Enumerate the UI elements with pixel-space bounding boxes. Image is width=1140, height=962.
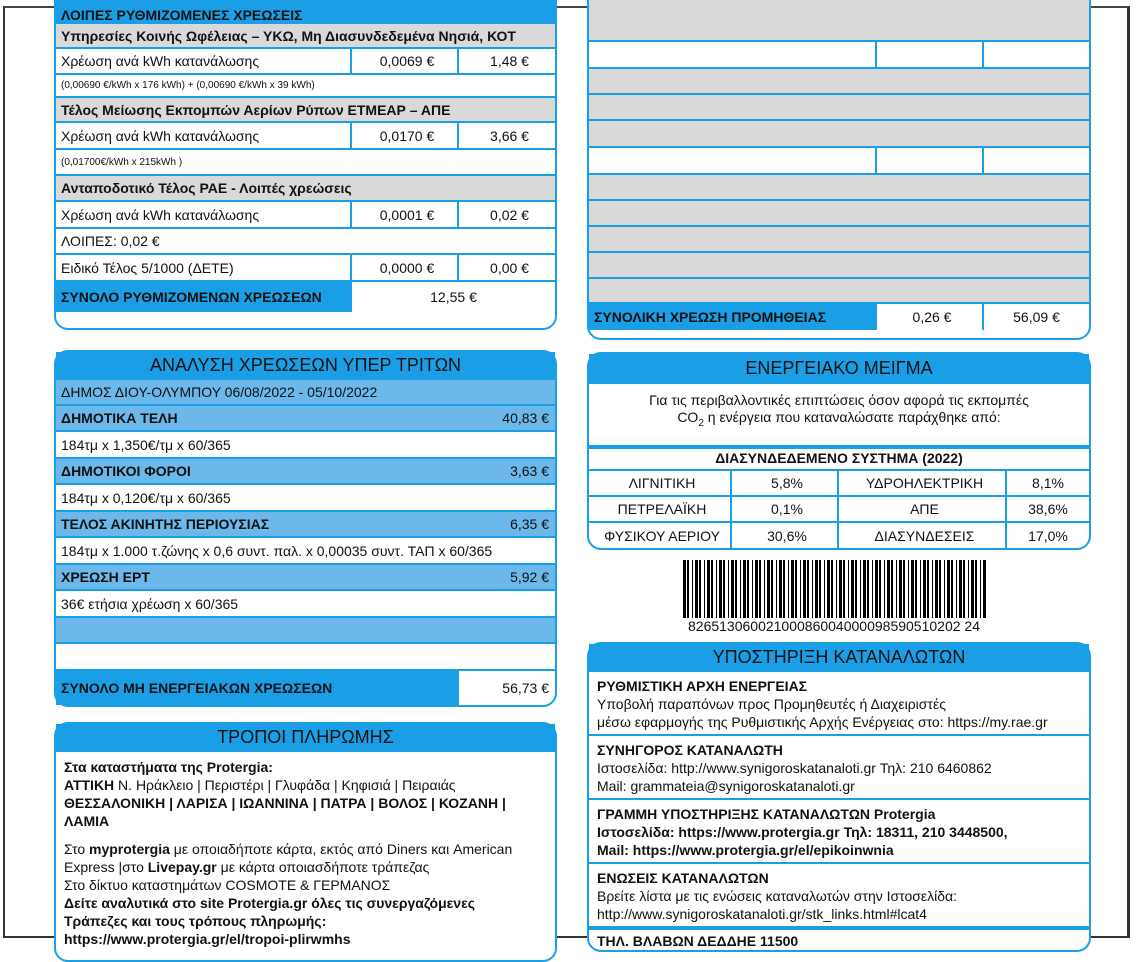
- municipality-text: ΔΗΜΟΣ ΔΙΟΥ-ΟΛΥΜΠΟΥ 06/08/2022 - 05/10/2022: [61, 384, 378, 400]
- barcode-bar: [860, 560, 861, 618]
- energy-mix-title: ΕΝΕΡΓΕΙΑΚΟ ΜΕΙΓΜΑ: [745, 357, 933, 378]
- system-title: ΔΙΑΣΥΝΔΕΔΕΜΕΝΟ ΣΥΣΤΗΜΑ (2022): [715, 449, 963, 466]
- barcode-bar: [812, 560, 813, 618]
- support-line-1: Ιστοσελίδα: http://www.synigoroskatanaloti.gr Τηλ: 210 6460862: [597, 760, 992, 776]
- support-line-1: Ιστοσελίδα: https://www.protergia.gr Τηλ: 18311, 210 3448500,: [597, 824, 1008, 840]
- barcode-bar: [848, 560, 849, 618]
- support-header: [589, 644, 1089, 672]
- empty-row-white: [56, 644, 555, 671]
- barcode-bar: [752, 560, 753, 618]
- supply-grey-top: [589, 0, 1089, 42]
- barcode-bar: [683, 560, 686, 618]
- ykw-rate: 0,0069 €: [352, 49, 459, 73]
- barcode-bar: [728, 560, 729, 618]
- third-item-header: [56, 565, 555, 591]
- support-block: [589, 736, 1089, 800]
- ykw-amount: 1,48 €: [490, 53, 529, 69]
- mix-source-value: 30,6%: [732, 523, 839, 549]
- barcode-bar: [884, 560, 885, 618]
- support-heading: ΣΥΝΗΓΟΡΟΣ ΚΑΤΑΝΑΛΩΤΗ: [597, 742, 783, 758]
- support-heading: ΕΝΩΣΕΙΣ ΚΑΤΑΝΑΛΩΤΩΝ: [597, 870, 769, 886]
- mix-source-value: 8,1%: [1032, 475, 1064, 491]
- barcode-bar: [692, 560, 693, 618]
- etmear-header: [56, 98, 555, 123]
- barcode-bar: [704, 560, 705, 618]
- barcode-bar: [803, 560, 806, 618]
- dete-label: Ειδικό Τέλος 5/1000 (ΔΕΤΕ): [56, 255, 352, 280]
- support-heading: ΡΥΘΜΙΣΤΙΚΗ ΑΡΧΗ ΕΝΕΡΓΕΙΑΣ: [597, 678, 808, 694]
- barcode-bar: [915, 560, 917, 618]
- supply-grey-row: [589, 69, 1089, 95]
- etmear-calc-row: [56, 150, 555, 176]
- third-total-row: [56, 671, 555, 705]
- ykw-label: Χρέωση ανά kWh κατανάλωσης: [56, 49, 352, 73]
- barcode-bar: [843, 560, 845, 618]
- barcode-bar: [903, 560, 905, 618]
- barcode-bar: [875, 560, 878, 618]
- barcode-bar: [980, 560, 981, 618]
- section-title: ΛΟΙΠΕΣ ΡΥΘΜΙΖΟΜΕΝΕΣ ΧΡΕΩΣΕΙΣ: [61, 7, 303, 23]
- third-total-label: ΣΥΝΟΛΟ ΜΗ ΕΝΕΡΓΕΙΑΚΩΝ ΧΡΕΩΣΕΩΝ: [56, 671, 459, 705]
- barcode-bar: [872, 560, 873, 618]
- third-party-title: ΑΝΑΛΥΣΗ ΧΡΕΩΣΕΩΝ ΥΠΕΡ ΤΡΙΤΩΝ: [149, 354, 462, 375]
- support-box: [587, 642, 1091, 952]
- barcode-bar: [695, 560, 698, 618]
- empty-row-blue: [56, 618, 555, 644]
- barcode-bar: [896, 560, 897, 618]
- barcode-bar: [975, 560, 977, 618]
- barcode-bar: [908, 560, 909, 618]
- intro-line-1: Για τις περιβαλλοντικές επιπτώσεις όσον αφορά τις εκπομπές: [649, 392, 1029, 408]
- payment-title: ΤΡΟΠΟΙ ΠΛΗΡΩΜΗΣ: [217, 726, 394, 747]
- rae-header: [56, 176, 555, 202]
- loipes-row: [56, 229, 555, 255]
- supply-total-rate: 0,26 €: [877, 304, 984, 330]
- barcode-bar: [759, 560, 761, 618]
- barcode-bar: [923, 560, 926, 618]
- support-block: [589, 864, 1089, 928]
- support-line-2: μέσω εφαρμογής της Ρυθμιστικής Αρχής Ενέργειας στο: https://my.rae.gr: [597, 714, 1048, 730]
- support-block: [589, 672, 1089, 736]
- regulated-total-value: 12,55 €: [430, 289, 477, 305]
- barcode-bar: [711, 560, 713, 618]
- intro-line-2: $CO_2$ η ενέργεια που καταναλώσατε παράχθηκε από:: [677, 409, 1001, 429]
- third-total-value: 56,73 €: [502, 680, 549, 696]
- mix-row: [589, 497, 1089, 523]
- support-title: ΥΠΟΣΤΗΡΙΞΗ ΚΑΤΑΝΑΛΩΤΩΝ: [712, 646, 966, 667]
- barcode-bar: [887, 560, 890, 618]
- rae-amount: 0,02 €: [490, 206, 529, 223]
- supply-total-row: [589, 304, 1089, 330]
- barcode-bar: [963, 560, 965, 618]
- energy-mix-header: [589, 354, 1089, 384]
- third-item-label: ΔΗΜΟΤΙΚΟΙ ΦΟΡΟΙ: [61, 463, 191, 479]
- loipes-text: ΛΟΙΠΕΣ: 0,02 €: [61, 233, 160, 249]
- barcode-bar: [755, 560, 758, 618]
- barcode-bar: [959, 560, 962, 618]
- barcode-bar: [707, 560, 710, 618]
- payment-line-2: Express |στο Livepay.gr με κάρτα οποιασδήποτε τράπεζας: [64, 859, 430, 875]
- dete-rate: 0,0000 €: [352, 255, 459, 280]
- etmear-title: Τέλος Μείωσης Εκπομπών Αερίων Ρύπων ΕΤΜΕΑΡ – ΑΠΕ: [61, 101, 451, 118]
- barcode-bar: [788, 560, 789, 618]
- ykw-header: [56, 24, 555, 49]
- barcode-bar: [932, 560, 933, 618]
- barcode-bar: [944, 560, 945, 618]
- mix-source-label: ΥΔΡΟΗΛΕΚΤΡΙΚΗ: [839, 471, 1007, 495]
- bill-page: [9, 7, 1131, 949]
- mix-source-value: 5,8%: [732, 471, 839, 495]
- payment-line-1: Στο myprotergia με οποιαδήποτε κάρτα, εκτός από Diners και American: [64, 841, 513, 857]
- mix-source-value: 38,6%: [1028, 501, 1068, 517]
- support-block: [589, 800, 1089, 864]
- mix-row: [589, 471, 1089, 497]
- support-line-2: Mail: grammateia@synigoroskatanaloti.gr: [597, 778, 855, 794]
- third-item-value: 3,63 €: [510, 463, 549, 479]
- stores-heading: Στα καταστήματα της Protergia:: [64, 759, 273, 775]
- barcode-bar: [731, 560, 734, 618]
- barcode-bar: [723, 560, 725, 618]
- energy-mix-intro: [589, 392, 1089, 432]
- barcode-bar: [920, 560, 921, 618]
- barcode-bar: [983, 560, 986, 618]
- barcode-bar: [819, 560, 821, 618]
- energy-mix-box: [587, 352, 1091, 550]
- barcode-bar: [743, 560, 746, 618]
- barcode-bar: [791, 560, 794, 618]
- third-item-value: 40,83 €: [502, 410, 549, 426]
- payment-box: [54, 722, 557, 962]
- payment-line-4: Δείτε αναλυτικά στο site Protergia.gr όλες τις συνεργαζόμενες: [64, 895, 476, 911]
- third-item-calc: 184τμ x 1,350€/τμ x 60/365: [61, 436, 231, 453]
- barcode-bar: [867, 560, 869, 618]
- barcode-bar: [783, 560, 785, 618]
- support-line-2: http://www.synigoroskatanaloti.gr/stk_links.html#lcat4: [597, 906, 927, 922]
- barcode-bar: [687, 560, 689, 618]
- barcode-bar: [855, 560, 857, 618]
- third-item-calc-row: [56, 432, 555, 459]
- mix-source-label: ΠΕΤΡΕΛΑΪΚΗ: [589, 497, 732, 521]
- barcode-bar: [719, 560, 722, 618]
- barcode-bar: [800, 560, 801, 618]
- document-frame: [3, 6, 1130, 949]
- barcode-bar: [951, 560, 953, 618]
- barcode-bar: [851, 560, 854, 618]
- supply-row-1: [589, 42, 1089, 69]
- barcode-bar: [968, 560, 969, 618]
- ykw-row: [56, 49, 555, 75]
- barcode-bar: [771, 560, 773, 618]
- mix-source-label: ΛΙΓΝΙΤΙΚΗ: [589, 471, 732, 495]
- barcode-bar: [971, 560, 974, 618]
- third-item-value: 5,92 €: [510, 569, 549, 585]
- mix-source-value: 17,0%: [1028, 528, 1068, 544]
- third-item-header: [56, 459, 555, 485]
- barcode-bar: [776, 560, 777, 618]
- mix-source-value: 0,1%: [732, 497, 839, 521]
- third-item-label: ΤΕΛΟΣ ΑΚΙΝΗΤΗΣ ΠΕΡΙΟΥΣΙΑΣ: [61, 516, 270, 532]
- rae-rate: 0,0001 €: [352, 202, 459, 227]
- etmear-amount: 3,66 €: [490, 127, 529, 144]
- ykw-calc-row: [56, 75, 555, 98]
- support-line-1: Υποβολή παραπόνων προς Προμηθευτές ή Διαχειριστές: [597, 696, 946, 712]
- rae-row: [56, 202, 555, 229]
- regulated-total-row: [56, 282, 555, 312]
- ykw-title: Υπηρεσίες Κοινής Ωφέλειας – ΥΚΩ, Μη Διασυνδεδεμένα Νησιά, ΚΟΤ: [61, 27, 516, 44]
- barcode-bar: [831, 560, 833, 618]
- third-item-calc-row: [56, 591, 555, 618]
- barcode-bar: [735, 560, 737, 618]
- support-heading: ΓΡΑΜΜΗ ΥΠΟΣΤΗΡΙΞΗΣ ΚΑΤΑΝΑΛΩΤΩΝ Protergia: [597, 806, 936, 822]
- third-party-header: [56, 352, 555, 380]
- barcode-bar: [956, 560, 957, 618]
- barcode-bar: [911, 560, 914, 618]
- barcode-bar: [935, 560, 938, 618]
- third-item-header: [56, 512, 555, 538]
- barcode-number: 82651306002100086004000098590510202 24: [688, 618, 980, 634]
- third-item-calc: 36€ ετήσια χρέωση x 60/365: [61, 595, 239, 612]
- etmear-label: Χρέωση ανά kWh κατανάλωσης: [56, 123, 352, 148]
- supply-total-label: ΣΥΝΟΛΙΚΗ ΧΡΕΩΣΗ ΠΡΟΜΗΘΕΙΑΣ: [589, 304, 877, 330]
- barcode: [681, 560, 989, 618]
- payment-header: [56, 724, 555, 752]
- mix-source-label: ΔΙΑΣΥΝΔΕΣΕΙΣ: [839, 523, 1007, 549]
- barcode-bar: [815, 560, 818, 618]
- system-title-row: [589, 446, 1089, 471]
- barcode-bar: [824, 560, 825, 618]
- third-item-header: [56, 406, 555, 432]
- barcode-bar: [740, 560, 741, 618]
- barcode-bar: [716, 560, 717, 618]
- etmear-rate: 0,0170 €: [352, 123, 459, 148]
- barcode-bar: [863, 560, 866, 618]
- mix-row: [589, 523, 1089, 549]
- supply-charges-box: [587, 0, 1091, 340]
- third-item-calc: 184τμ x 0,120€/τμ x 60/365: [61, 489, 231, 506]
- barcode-bar: [827, 560, 830, 618]
- barcode-bar: [879, 560, 881, 618]
- mix-source-label: ΦΥΣΙΚΟΥ ΑΕΡΙΟΥ: [589, 523, 732, 549]
- third-item-calc: 184τμ x 1.000 τ.ζώνης x 0,6 συντ. παλ. x 0,00035 συντ. ΤΑΠ x 60/365: [61, 542, 493, 559]
- supply-total-amount: 56,09 €: [1013, 309, 1060, 325]
- barcode-bar: [807, 560, 809, 618]
- third-item-label: ΔΗΜΟΤΙΚΑ ΤΕΛΗ: [61, 410, 178, 426]
- barcode-bar: [939, 560, 941, 618]
- payment-line-5: Τράπεζες και τους τρόπους πληρωμής:: [64, 913, 327, 929]
- barcode-bar: [764, 560, 765, 618]
- barcode-bar: [795, 560, 797, 618]
- etmear-calc: (0,01700€/kWh x 215kWh ): [61, 156, 183, 168]
- barcode-bar: [927, 560, 929, 618]
- barcode-bars: [681, 560, 989, 618]
- barcode-bar: [947, 560, 950, 618]
- third-item-label: ΧΡΕΩΣΗ ΕΡΤ: [61, 569, 150, 585]
- barcode-bar: [779, 560, 782, 618]
- etmear-row: [56, 123, 555, 150]
- support-line-2: Mail: https://www.protergia.gr/el/epikoinwnia: [597, 842, 894, 858]
- dete-amount: 0,00 €: [490, 259, 529, 276]
- municipality-row: [56, 380, 555, 406]
- mix-source-label: ΑΠΕ: [839, 497, 1007, 521]
- barcode-bar: [839, 560, 842, 618]
- fault-line-text: ΤΗΛ. ΒΛΑΒΩΝ ΔΕΔΔΗΕ 11500: [597, 933, 799, 949]
- third-item-calc-row: [56, 538, 555, 565]
- attiki-line: ΑΤΤΙΚΗ Ν. Ηράκλειο | Περιστέρι | Γλυφάδα | Κηφισιά | Πειραιάς: [64, 777, 456, 793]
- third-item-calc-row: [56, 485, 555, 512]
- support-line-1: Βρείτε λίστα με τις ενώσεις καταναλωτών στην Ιστοσελίδα:: [597, 888, 958, 904]
- barcode-bar: [767, 560, 770, 618]
- payment-line-3: Στο δίκτυο καταστημάτων COSMOTE & ΓΕΡΜΑΝΟΣ: [64, 877, 391, 893]
- payment-link[interactable]: https://www.protergia.gr/el/tropoi-plirwmhs: [64, 931, 351, 947]
- cities-line-2: ΛΑΜΙΑ: [64, 813, 110, 829]
- dete-row: [56, 255, 555, 282]
- supply-row-2: [589, 148, 1089, 175]
- barcode-bar: [899, 560, 902, 618]
- ykw-calc: (0,00690 €/kWh x 176 kWh) + (0,00690 €/kWh x 39 kWh): [61, 80, 315, 91]
- barcode-bar: [699, 560, 701, 618]
- third-party-box: [54, 350, 557, 707]
- barcode-bar: [836, 560, 837, 618]
- barcode-bar: [891, 560, 893, 618]
- rae-label: Χρέωση ανά kWh κατανάλωσης: [56, 202, 352, 227]
- third-item-value: 6,35 €: [510, 516, 549, 532]
- rae-title: Ανταποδοτικό Τέλος ΡΑΕ - Λοιπές χρεώσεις: [61, 180, 352, 196]
- regulated-charges-box: [54, 0, 557, 330]
- cities-line-1: ΘΕΣΣΑΛΟΝΙΚΗ | ΛΑΡΙΣΑ | ΙΩΑΝΝΙΝΑ | ΠΑΤΡΑ | ΒΟΛΟΣ | ΚΟΖΑΝΗ |: [64, 795, 506, 811]
- section-header: [56, 0, 555, 24]
- regulated-total-label: ΣΥΝΟΛΟ ΡΥΘΜΙΖΟΜΕΝΩΝ ΧΡΕΩΣΕΩΝ: [56, 282, 352, 312]
- barcode-bar: [747, 560, 749, 618]
